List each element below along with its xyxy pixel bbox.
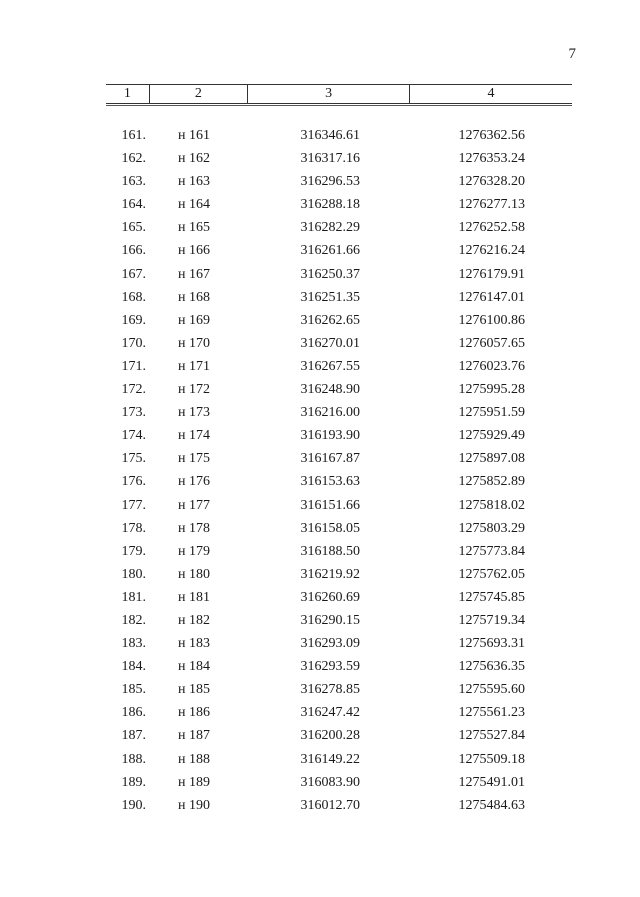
x-coordinate: 316293.59 [300,659,360,675]
y-coordinate: 1275995.28 [458,382,525,398]
table-header [106,84,572,104]
table-row [0,124,640,147]
point-label: н 179 [178,543,210,559]
table-row [0,494,640,517]
y-coordinate: 1275595.60 [458,682,525,698]
table-row [0,286,640,309]
row-number: 168. [121,289,146,305]
x-coordinate: 316317.16 [300,151,360,167]
point-label: н 174 [178,428,210,444]
x-coordinate: 316193.90 [300,428,360,444]
table-row [0,239,640,262]
table-row [0,378,640,401]
y-coordinate: 1276328.20 [458,174,525,190]
table-row [0,609,640,632]
point-label: н 185 [178,682,210,698]
table-row [0,563,640,586]
point-label: н 163 [178,174,210,190]
x-coordinate: 316346.61 [300,128,360,143]
table-row [0,193,640,216]
x-coordinate: 316296.53 [300,174,360,190]
y-coordinate: 1275527.84 [458,728,525,744]
x-coordinate: 316247.42 [300,705,360,721]
row-number: 187. [121,728,146,744]
x-coordinate: 316188.50 [300,543,360,559]
y-coordinate: 1276057.65 [458,335,525,351]
point-label: н 183 [178,636,210,652]
x-coordinate: 316158.05 [300,520,360,536]
point-label: н 172 [178,382,210,398]
point-label: н 178 [178,520,210,536]
x-coordinate: 316012.70 [300,797,360,813]
table-row [0,309,640,332]
point-label: н 165 [178,220,210,236]
row-number: 179. [121,543,146,559]
x-coordinate: 316153.63 [300,474,360,490]
point-label: н 170 [178,335,210,351]
row-number: 176. [121,474,146,490]
table-row [0,170,640,193]
y-coordinate: 1275773.84 [458,543,525,559]
row-number: 172. [121,382,146,398]
point-label: н 181 [178,589,210,605]
y-coordinate: 1276353.24 [458,151,525,167]
column-header-1: 1 [106,85,150,103]
point-label: н 187 [178,728,210,744]
row-number: 188. [121,751,146,767]
y-coordinate: 1275491.01 [458,774,525,790]
point-label: н 180 [178,566,210,582]
table-row [0,632,640,655]
column-header-2: 2 [150,85,248,103]
row-number: 178. [121,520,146,536]
row-number: 167. [121,266,146,282]
y-coordinate: 1275803.29 [458,520,525,536]
x-coordinate: 316293.09 [300,636,360,652]
x-coordinate: 316278.85 [300,682,360,698]
row-number: 174. [121,428,146,444]
row-number: 190. [121,797,146,813]
table-row [0,586,640,609]
table-row [0,332,640,355]
x-coordinate: 316267.55 [300,358,360,374]
y-coordinate: 1275818.02 [458,497,525,513]
header-divider [106,105,572,106]
column-header-3: 3 [248,85,410,103]
y-coordinate: 1275897.08 [458,451,525,467]
point-label: н 162 [178,151,210,167]
row-number: 173. [121,405,146,421]
y-coordinate: 1275951.59 [458,405,525,421]
point-label: н 171 [178,358,210,374]
table-row [0,147,640,170]
point-label: н 182 [178,612,210,628]
y-coordinate: 1276362.56 [458,128,525,143]
row-number: 164. [121,197,146,213]
y-coordinate: 1275929.49 [458,428,525,444]
row-number: 181. [121,589,146,605]
point-label: н 169 [178,312,210,328]
row-number: 165. [121,220,146,236]
x-coordinate: 316200.28 [300,728,360,744]
table-row [0,771,640,794]
row-number: 182. [121,612,146,628]
row-number: 186. [121,705,146,721]
point-label: н 168 [178,289,210,305]
point-label: н 190 [178,797,210,813]
row-number: 184. [121,659,146,675]
x-coordinate: 316151.66 [300,497,360,513]
row-number: 189. [121,774,146,790]
column-header-4: 4 [487,86,495,101]
x-coordinate: 316083.90 [300,774,360,790]
table-row [0,701,640,724]
row-number: 177. [121,497,146,513]
table-row [0,401,640,424]
table-row [0,540,640,563]
y-coordinate: 1275509.18 [458,751,525,767]
table-row [0,263,640,286]
table-row [0,748,640,771]
table-row [0,216,640,239]
table-row [0,447,640,470]
x-coordinate: 316250.37 [300,266,360,282]
x-coordinate: 316270.01 [300,335,360,351]
table-row [0,724,640,747]
table-row [0,794,640,817]
point-label: н 175 [178,451,210,467]
y-coordinate: 1275693.31 [458,636,525,652]
table-row [0,424,640,447]
y-coordinate: 1276252.58 [458,220,525,236]
x-coordinate: 316167.87 [300,451,360,467]
y-coordinate: 1275852.89 [458,474,525,490]
y-coordinate: 1276100.86 [458,312,525,328]
row-number: 162. [121,151,146,167]
y-coordinate: 1275745.85 [458,589,525,605]
row-number: 166. [121,243,146,259]
y-coordinate: 1276216.24 [458,243,525,259]
x-coordinate: 316282.29 [300,220,360,236]
row-number: 175. [121,451,146,467]
point-label: н 167 [178,266,210,282]
point-label: н 176 [178,474,210,490]
row-number: 185. [121,682,146,698]
page-number: 7 [568,46,576,62]
y-coordinate: 1275561.23 [458,705,525,721]
row-number: 180. [121,566,146,582]
y-coordinate: 1276023.76 [458,358,525,374]
table-row [0,678,640,701]
point-label: н 161 [178,128,210,143]
table-row [0,355,640,378]
row-number: 171. [121,358,146,374]
point-label: н 173 [178,405,210,421]
x-coordinate: 316262.65 [300,312,360,328]
x-coordinate: 316288.18 [300,197,360,213]
y-coordinate: 1276179.91 [458,266,525,282]
coordinates-table-body [0,124,640,817]
point-label: н 164 [178,197,210,213]
y-coordinate: 1275719.34 [458,612,525,628]
point-label: н 177 [178,497,210,513]
point-label: н 184 [178,659,210,675]
table-row [0,655,640,678]
row-number: 161. [121,128,146,143]
point-label: н 188 [178,751,210,767]
row-number: 170. [121,335,146,351]
y-coordinate: 1275636.35 [458,659,525,675]
y-coordinate: 1275762.05 [458,566,525,582]
row-number: 169. [121,312,146,328]
x-coordinate: 316251.35 [300,289,360,305]
x-coordinate: 316149.22 [300,751,360,767]
y-coordinate: 1276277.13 [458,197,525,213]
x-coordinate: 316216.00 [300,405,360,421]
y-coordinate: 1275484.63 [458,797,525,813]
x-coordinate: 316248.90 [300,382,360,398]
row-number: 163. [121,174,146,190]
x-coordinate: 316260.69 [300,589,360,605]
row-number: 183. [121,636,146,652]
point-label: н 186 [178,705,210,721]
point-label: н 189 [178,774,210,790]
x-coordinate: 316261.66 [300,243,360,259]
x-coordinate: 316219.92 [300,566,360,582]
table-row [0,517,640,540]
point-label: н 166 [178,243,210,259]
table-row [0,470,640,493]
x-coordinate: 316290.15 [300,612,360,628]
y-coordinate: 1276147.01 [458,289,525,305]
